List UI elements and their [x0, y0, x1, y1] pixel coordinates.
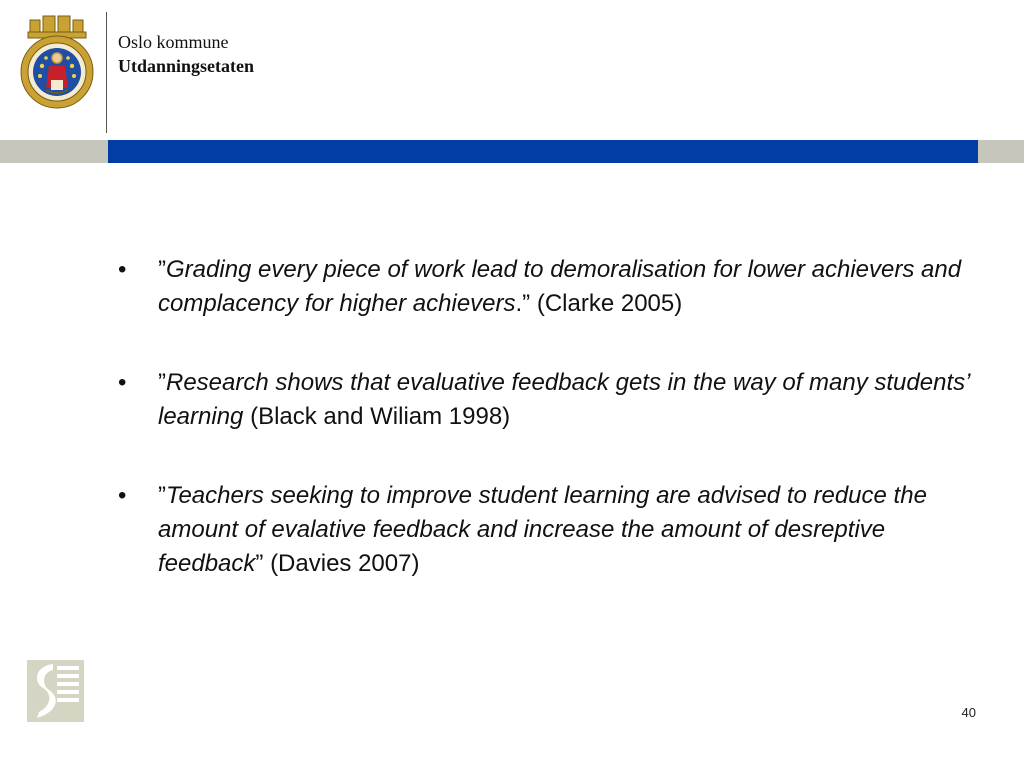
open-quote: ”: [158, 482, 166, 509]
header-divider: [106, 12, 107, 133]
bullet-marker: •: [118, 256, 127, 283]
quote-citation: .” (Clarke 2005): [515, 290, 683, 317]
quote-citation: ” (Davies 2007): [255, 550, 420, 577]
quote-list: [118, 253, 978, 626]
quote-citation: (Black and Wiliam 1998): [243, 403, 511, 430]
oslo-coat-of-arms-icon: [18, 14, 96, 114]
org-name: Oslo kommune: [118, 32, 229, 52]
open-quote: ”: [158, 256, 166, 283]
bullet-marker: •: [118, 482, 127, 509]
open-quote: ”: [158, 369, 166, 396]
bullet-marker: •: [118, 369, 127, 396]
page-number: 40: [961, 705, 976, 720]
list-item: [118, 479, 978, 581]
list-item: [118, 366, 978, 434]
quote-text: Teachers seeking to improve student learning are advised to reduce the amount of evalative feedback and increase the amount of desreptive feedback: [158, 482, 927, 577]
list-item: [118, 253, 978, 321]
department-name: Utdanningsetaten: [118, 56, 255, 76]
header-band-blue: [108, 140, 978, 163]
footer-logo-icon: [27, 660, 84, 722]
header-organization: [118, 30, 254, 78]
quote-text: Research shows that evaluative feedback gets in the way of many students’ learning: [158, 369, 970, 430]
quote-text: Grading every piece of work lead to demoralisation for lower achievers and complacency for higher achievers: [158, 256, 962, 317]
